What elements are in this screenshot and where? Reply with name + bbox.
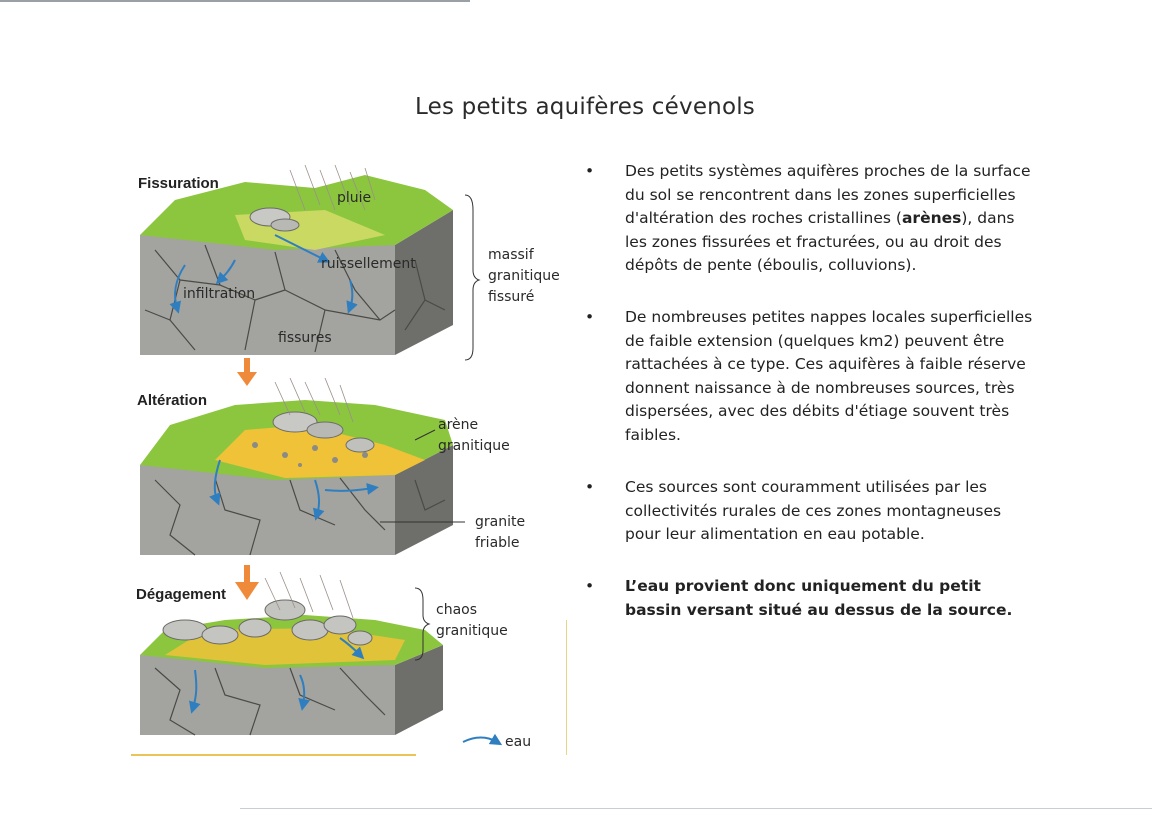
label-chaos-line1: chaos bbox=[436, 602, 478, 618]
stage-label-fissuration: Fissuration bbox=[138, 175, 219, 192]
legend-label-eau: eau bbox=[505, 734, 532, 750]
bold-arenes: arènes bbox=[901, 209, 962, 227]
stage-label-alteration: Altération bbox=[137, 392, 208, 409]
bullet-dot: • bbox=[585, 478, 595, 496]
frame-line-bottom bbox=[131, 754, 416, 756]
label-chaos-line2: granitique bbox=[436, 623, 508, 639]
label-granite-line2: friable bbox=[475, 535, 520, 551]
frame-line-right bbox=[566, 620, 567, 755]
brace-massif bbox=[465, 195, 479, 360]
bullet-text-4: L’eau provient donc uniquement du petit bassin versant situé au dessus de la source. bbox=[625, 577, 1013, 619]
scan-edge-top bbox=[0, 0, 470, 2]
bullet-text-1: Des petits systèmes aquifères proches de la surface du sol se rencontrent dans les zones superficielles d'altération des roches cristallines (arènes), dans les zones fissurées et fracturées, ou au droit des dépôts de pente (éboulis, colluvions). bbox=[625, 162, 1031, 274]
label-arene-line2: granitique bbox=[438, 438, 510, 454]
label-pluie: pluie bbox=[337, 190, 372, 206]
bullet-dot: • bbox=[585, 162, 595, 180]
page-title: Les petits aquifères cévenols bbox=[414, 94, 755, 120]
bullet-dot: • bbox=[585, 308, 595, 326]
legend-water-arrow-icon bbox=[463, 738, 497, 743]
label-massif-line3: fissuré bbox=[488, 289, 535, 305]
label-infiltration: infiltration bbox=[183, 286, 256, 302]
label-fissures: fissures bbox=[278, 330, 332, 346]
bullet-dot: • bbox=[585, 577, 595, 595]
scan-edge-bottom bbox=[240, 808, 1152, 809]
aquifer-diagram bbox=[125, 160, 575, 765]
label-granite-line1: granite bbox=[475, 514, 526, 530]
stage-label-degagement: Dégagement bbox=[136, 586, 227, 603]
bullet-text-2: De nombreuses petites nappes locales superficielles de faible extension (quelques km2) peuvent être rattachées à ce type. Ces aquifères à faible réserve donnent naissance à de nombreuses sources, très dispersées, avec des débits d'étiage souvent très faibles. bbox=[625, 308, 1033, 444]
bullet-text-3: Ces sources sont couramment utilisées par les collectivités rurales de ces zones montagneuses pour leur alimentation en eau potable. bbox=[625, 478, 1002, 543]
stage-arrow-1 bbox=[237, 358, 257, 386]
label-ruissellement: ruissellement bbox=[321, 256, 416, 272]
label-massif-line2: granitique bbox=[488, 268, 560, 284]
label-massif-line1: massif bbox=[488, 247, 534, 263]
label-arene-line1: arène bbox=[438, 417, 479, 433]
stage-arrow-2 bbox=[235, 565, 259, 600]
